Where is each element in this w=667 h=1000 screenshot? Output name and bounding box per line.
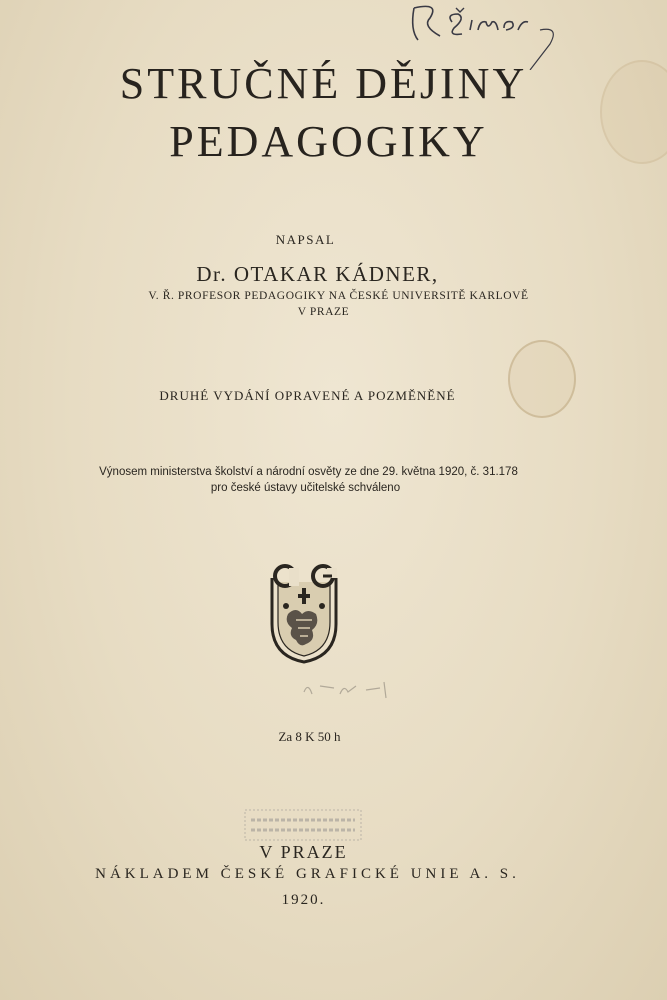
book-title-line2: PEDAGOGIKY	[169, 117, 488, 166]
author-name: Dr. OTAKAR KÁDNER,	[196, 262, 439, 286]
imprint-publisher: NÁKLADEM ČESKÉ GRAFICKÉ UNIE A. S.	[95, 866, 520, 882]
author-position-line2: V PRAZE	[297, 306, 350, 318]
pencil-mark	[300, 672, 400, 702]
book-title-line1: STRUČNÉ DĚJINY	[119, 59, 528, 108]
price-label: Za 8 K 50 h	[278, 729, 341, 744]
library-stamp	[243, 808, 363, 842]
author-position-line1: V. Ř. PROFESOR PEDAGOGIKY NA ČESKÉ UNIVERSITĚ KARLOVĚ	[148, 290, 529, 302]
decree-line1: Výnosem ministerstva školství a národní osvěty ze dne 29. května 1920, č. 31.178	[99, 466, 518, 478]
decree-line2: pro české ústavy učitelské schváleno	[210, 482, 401, 494]
napsal-label: NAPSAL	[275, 232, 336, 247]
imprint-year: 1920.	[281, 892, 326, 908]
paper-stain	[508, 340, 576, 418]
publisher-crest-icon	[266, 564, 342, 664]
edition-statement: DRUHÉ VYDÁNÍ OPRAVENÉ A POZMĚNĚNÉ	[159, 388, 456, 403]
imprint-city: V PRAZE	[259, 842, 348, 862]
